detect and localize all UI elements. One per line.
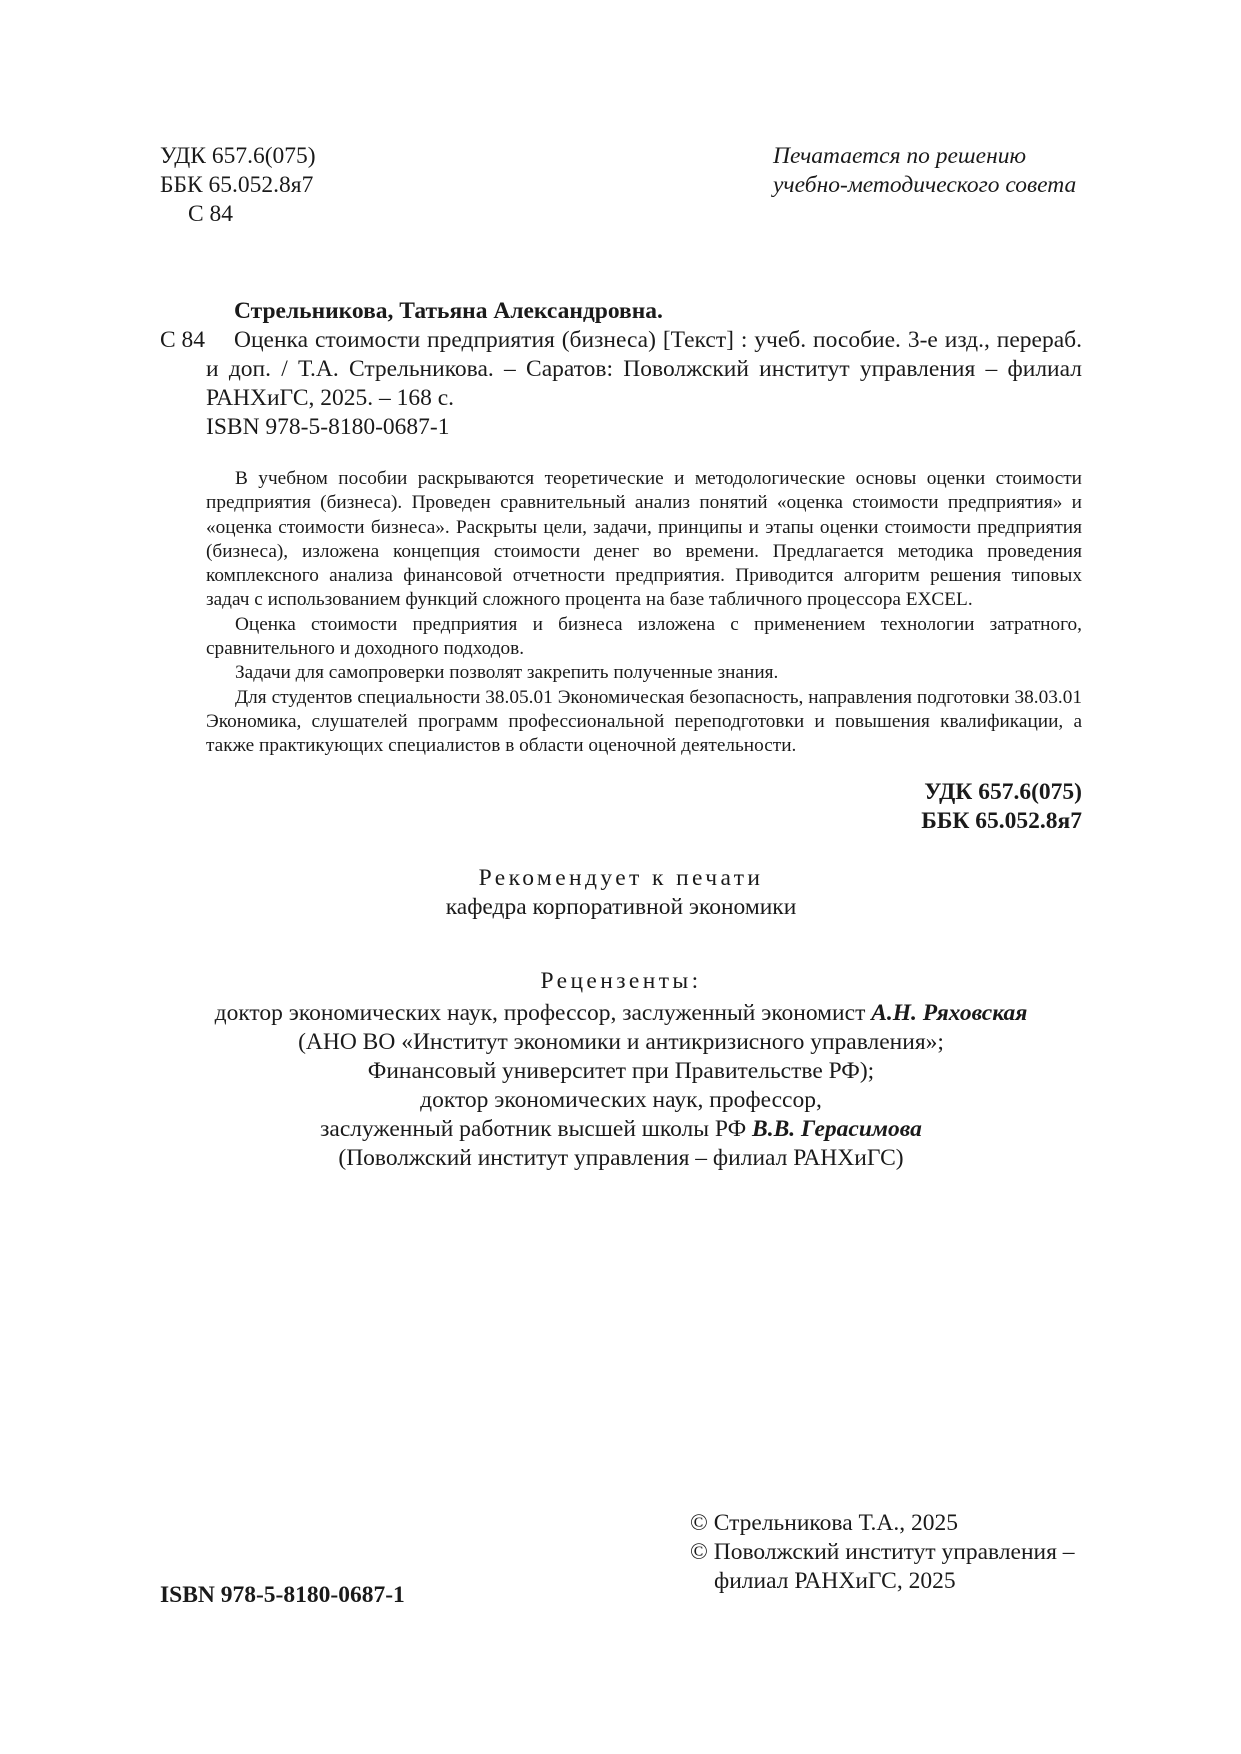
bib-title-line1: Оценка стоимости предприятия (бизнеса) [Текст] : учеб. пособие. 3-е изд., перераб. [234,327,1082,353]
classification-block [921,778,1082,836]
header-classification [160,142,316,229]
header-author-mark: С 84 [188,201,234,227]
reviewer-1-prefix: доктор экономических наук, профессор, заслуженный экономист [214,1000,866,1026]
reviewer-2-line [160,1115,1082,1144]
copyright-publisher-line2: филиал РАНХиГС, 2025 [714,1568,956,1594]
bib-mark: С 84 [160,327,206,353]
reviewer-2-prefix: заслуженный работник высшей школы РФ [320,1116,747,1142]
publisher-note-line2: учебно-методического совета [773,172,1077,198]
header-udk: УДК 657.6(075) [160,143,316,169]
recommendation-heading: Рекомендует к печати [478,865,764,891]
reviewers-block [160,967,1082,1173]
classification-bbk: ББК 65.052.8я7 [921,808,1082,834]
reviewer-1-name: А.Н. Ряховская [871,1000,1028,1026]
reviewers-heading: Рецензенты: [540,968,702,994]
bib-description [206,326,1082,442]
publisher-note-line1: Печатается по решению [773,143,1027,169]
reviewer-1-affiliation-line2: Финансовый университет при Правительстве РФ); [367,1058,875,1084]
reviewer-1-title [160,999,1082,1028]
classification-udk: УДК 657.6(075) [924,779,1082,805]
reviewer-1-affiliation-line1: (АНО ВО «Институт экономики и антикризисного управления»; [298,1029,944,1055]
header-bbk: ББК 65.052.8я7 [160,172,314,198]
copyright-publisher-line1: © Поволжский институт управления – [690,1539,1075,1565]
bib-author: Стрельникова, Татьяна Александровна. [234,298,663,324]
recommendation-block [160,864,1082,922]
reviewer-2-name: В.В. Герасимова [752,1116,922,1142]
copyright-block [690,1509,1075,1596]
bib-isbn: ISBN 978-5-8180-0687-1 [206,414,450,440]
abstract-paragraph: Задачи для самопроверки позволят закрепить полученные знания. [235,662,779,684]
publisher-note [773,142,1076,200]
copyright-author: © Стрельникова Т.А., 2025 [690,1510,958,1536]
footer-isbn: ISBN 978-5-8180-0687-1 [160,1582,405,1608]
bib-title-line3: РАНХиГС, 2025. – 168 с. [206,385,455,411]
reviewer-2-affiliation: (Поволжский институт управления – филиал РАНХиГС) [338,1145,904,1171]
recommendation-department: кафедра корпоративной экономики [445,894,797,920]
abstract-paragraph: Для студентов специальности 38.05.01 Экономическая безопасность, направления подготовки 38.03.01 Экономика, слушателей программ профессиональной переподготовки и повышения квалификации, а также практикующих специалистов в области оценочной деятельности. [206,686,1082,757]
abstract-paragraph: Оценка стоимости предприятия и бизнеса изложена с применением технологии затратного, сравнительного и доходного подходов. [206,613,1082,660]
abstract-paragraph: В учебном пособии раскрываются теоретические и методологические основы оценки стоимости предприятия (бизнеса). Проведен сравнительный анализ понятий «оценка стоимости предприятия» и «оценка стоимости бизнеса». Раскрыты цели, задачи, принципы и этапы оценки стоимости предприятия (бизнеса), изложена концепция стоимости денег во времени. Предлагается методика проведения комплексного анализа финансовой отчетности предприятия. Приводится алгоритм решения типовых задач с использованием функций сложного процента на базе табличного процессора EXCEL. [206,468,1082,611]
bib-title-line2: и доп. / Т.А. Стрельникова. – Саратов: Поволжский институт управления – филиал [206,356,1082,382]
reviewer-2-title: доктор экономических наук, профессор, [420,1087,822,1113]
abstract [206,467,1082,759]
